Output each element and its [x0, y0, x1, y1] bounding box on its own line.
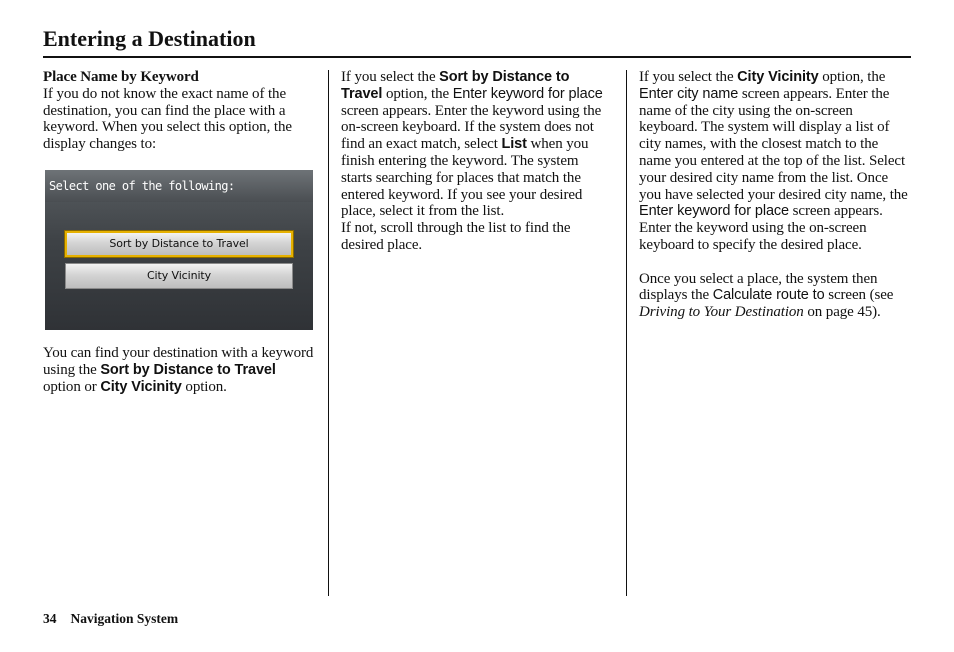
- page-footer: [43, 611, 178, 627]
- keyword-option-screenshot: [45, 170, 313, 330]
- options-paragraph: You can find your destination with a keyword using the Sort by Distance to Travel option or City Vicinity option.: [43, 344, 314, 395]
- column-2: [341, 69, 613, 254]
- page-number: 34: [43, 611, 57, 626]
- city-vicinity-paragraph: If you select the City Vicinity option, the Enter city name screen appears. Enter the name of the city using the on-screen keyboard. The system will display a list of city names, with the closest match to the name you entered at the top of the list. Select your desired city name from the list. Once you have selected your desired city name, the Enter keyword for place screen appears. Enter the keyword using the on-screen keyboard to specify the desired place.: [639, 69, 908, 253]
- page-title: Entering a Destination: [43, 26, 256, 51]
- column-1: [43, 69, 315, 395]
- footer-section: Navigation System: [70, 611, 179, 626]
- column-divider-2: [626, 70, 627, 596]
- column-3: [639, 69, 911, 321]
- column-divider-1: [328, 70, 329, 596]
- calculate-route-paragraph: Once you select a place, the system then displays the Calculate route to screen (see Driving to Your Destination on page 45).: [639, 270, 894, 321]
- intro-paragraph: If you do not know the exact name of the destination, you can find the place with a keyword. When you select this option, the display changes to:: [43, 85, 292, 153]
- paragraph-gap: [639, 254, 911, 271]
- sort-distance-paragraph: If you select the Sort by Distance to Travel option, the Enter keyword for place screen appears. Enter the keyword using the on-screen keyboard. If the system does not find an exact match, select List when you finish entering the keyword. The system starts searching for places that match the entered keyword. If you see your desired place, select it from the list.: [341, 69, 603, 220]
- city-vicinity-button[interactable]: City Vicinity: [65, 263, 293, 289]
- title-rule: [43, 56, 911, 58]
- sort-by-distance-button[interactable]: Sort by Distance to Travel: [65, 231, 293, 257]
- option-sort-by-distance: Sort by Distance to Travel: [100, 361, 276, 378]
- section-heading: Place Name by Keyword: [43, 69, 199, 85]
- page-reference: Driving to Your Destination: [639, 304, 804, 321]
- screenshot-prompt: Select one of the following:: [49, 178, 235, 193]
- option-city-vicinity: City Vicinity: [100, 378, 182, 395]
- scroll-paragraph: If not, scroll through the list to find the desired place.: [341, 220, 571, 253]
